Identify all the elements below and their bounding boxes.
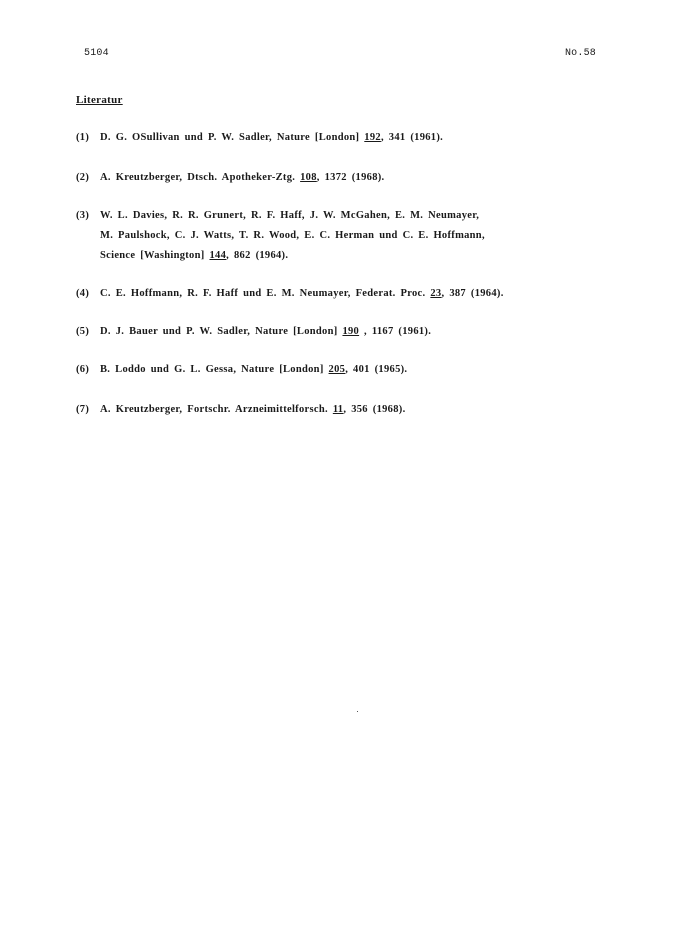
reference-volume: 144 [209,250,227,261]
reference-text: , 356 (1968). [343,404,406,415]
reference-number: (4) [76,288,90,299]
reference-text: W. L. Davies, R. R. Grunert, R. F. Haff, J. W. McGahen, E. M. Neumayer, [100,210,480,221]
section-heading: Literatur [76,94,123,106]
reference-text: A. Kreutzberger, Fortschr. Arzneimittelforsch. [100,404,333,415]
reference-text: M. Paulshock, C. J. Watts, T. R. Wood, E. C. Herman und C. E. Hoffmann, [100,230,485,241]
reference-entry [76,322,616,342]
reference-line [76,206,616,226]
reference-volume: 108 [300,172,317,183]
reference-volume: 23 [430,288,442,299]
issue-number: No.58 [564,48,596,59]
reference-line [76,246,616,266]
reference-number: (7) [76,404,90,415]
reference-number: (3) [76,210,90,221]
reference-entry [76,168,616,188]
reference-number: (6) [76,364,90,375]
reference-number: (2) [76,172,90,183]
reference-text: C. E. Hoffmann, R. F. Haff und E. M. Neumayer, Federat. Proc. [100,288,431,299]
reference-volume: 205 [328,364,346,375]
reference-line [76,360,616,380]
reference-entry [76,128,616,148]
reference-volume: 190 [342,326,360,337]
reference-text: A. Kreutzberger, Dtsch. Apotheker-Ztg. [100,172,301,183]
reference-entry [76,284,616,304]
reference-text: , 1167 (1961). [359,326,432,337]
reference-entry [76,206,616,266]
reference-entry [76,360,616,380]
reference-line [76,226,616,246]
reference-volume: 192 [364,132,381,143]
reference-line [76,128,616,148]
stray-mark [357,711,358,712]
reference-line [76,168,616,188]
reference-line [76,322,616,342]
reference-line [76,400,616,420]
reference-text: D. G. OSullivan und P. W. Sadler, Nature [London] [100,132,365,143]
reference-text: Science [Washington] [100,250,210,261]
page-number: 5104 [84,48,109,59]
reference-entry [76,400,616,420]
reference-text: , 862 (1964). [226,250,289,261]
reference-text: , 401 (1965). [345,364,408,375]
reference-text: B. Loddo und G. L. Gessa, Nature [London] [100,364,329,375]
reference-text: , 341 (1961). [380,132,444,143]
reference-text: , 1372 (1968). [316,172,385,183]
reference-text: , 387 (1964). [441,288,504,299]
reference-volume: 11 [332,404,344,415]
reference-line [76,284,616,304]
reference-number: (5) [76,326,90,337]
reference-number: (1) [76,132,90,143]
reference-text: D. J. Bauer und P. W. Sadler, Nature [London] [100,326,343,337]
